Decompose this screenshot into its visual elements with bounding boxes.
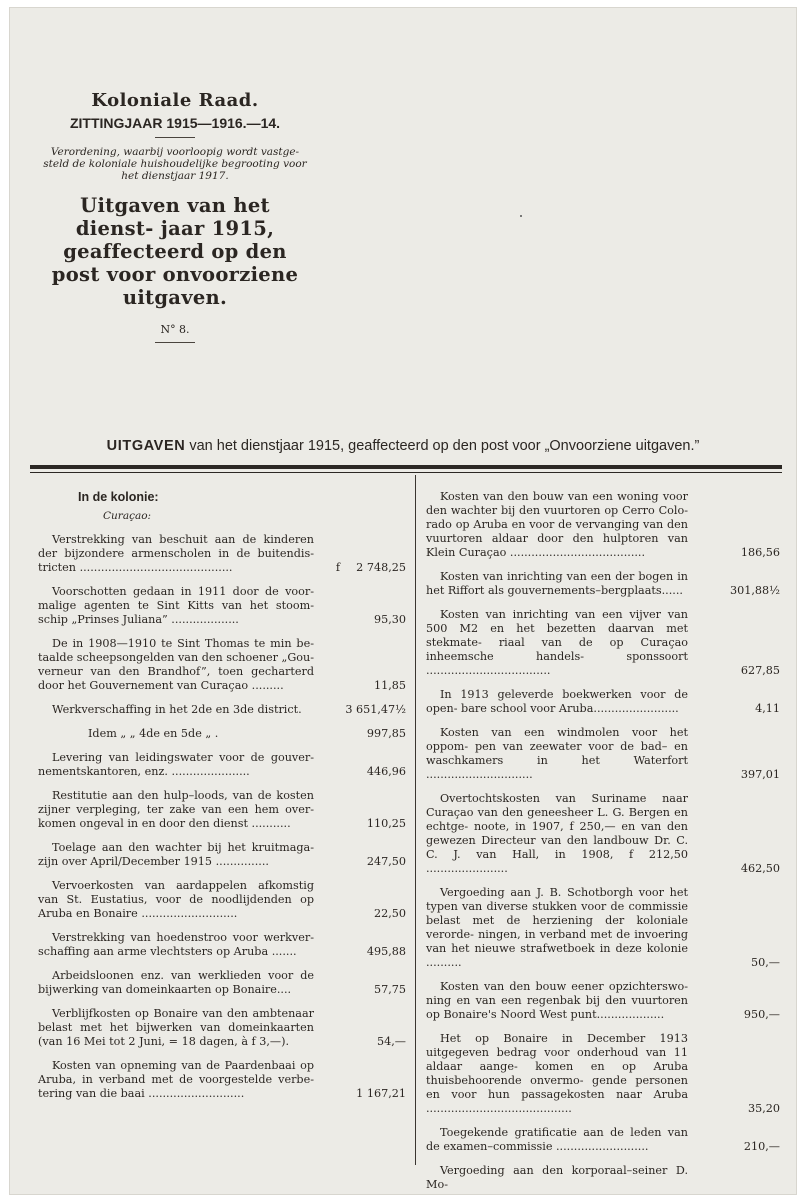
entry-text: Restitutie aan den hulp–loods, van de kosten zijner verpleging, ter zake van een hem over- komen ongeval in en door den dienst ........... xyxy=(38,789,314,830)
expense-entry xyxy=(38,1007,406,1049)
entry-text: Toegekende gratificatie aan de leden van de examen–commissie .......................... xyxy=(426,1126,688,1153)
left-column xyxy=(38,490,406,1101)
entry-text: Overtochtskosten van Suriname naar Curaçao van den geneesheer L. G. Bergen en echtge- noote, in 1907, f 250,— en van den gewezen Directeur van den landbouw Dr. C. C. J. van Hall, in 1908, f 212,50 ....................... xyxy=(426,792,688,875)
entry-text: Kosten van inrichting van een vijver van 500 M2 en het bezetten daarvan met stekmate- riaal van de op Curaçao inheemsche handels- sponssoort ................................... xyxy=(426,608,688,677)
entry-text: Werkverschaffing in het 2de en 3de district. xyxy=(52,703,302,716)
entry-amount: 446,96 xyxy=(366,765,406,778)
header-divider xyxy=(155,137,195,138)
entry-text: Verstrekking van beschuit aan de kinderen der bijzondere armenscholen in de buitendis- tricten ........................................... xyxy=(38,533,314,574)
entry-amount: 997,85 xyxy=(366,727,406,740)
entry-amount: 627,85 xyxy=(740,664,780,677)
section-heading: In de kolonie: xyxy=(78,490,159,504)
entry-text: Vervoerkosten van aardappelen afkomstig van St. Eustatius, voor de noodlijdenden op Aruba en Bonaire ........................... xyxy=(38,879,314,920)
entry-amount: 397,01 xyxy=(740,768,780,781)
entry-amount: 495,88 xyxy=(366,945,406,958)
entry-amount: 210,— xyxy=(743,1140,780,1153)
entry-text: Toelage aan den wachter bij het kruitmaga- zijn over April/December 1915 ............... xyxy=(38,841,314,868)
column-divider xyxy=(415,475,416,1165)
entry-amount: 3 651,47½ xyxy=(345,703,406,716)
expense-entry xyxy=(426,688,780,716)
entry-amount: 4,11 xyxy=(755,702,780,715)
expense-entry xyxy=(38,703,406,717)
number-divider xyxy=(155,342,195,343)
entry-text: In 1913 geleverde boekwerken voor de open- bare school voor Aruba........................ xyxy=(426,688,688,715)
expense-entry xyxy=(426,570,780,598)
entry-text: Levering van leidingswater voor de gouver- nementskantoren, enz. ...................... xyxy=(38,751,314,778)
expense-entry xyxy=(426,726,780,782)
entry-text: Kosten van opneming van de Paardenbaai op Aruba, in verband met de voorgestelde verbe- tering van die baai ........................... xyxy=(38,1059,314,1100)
entry-amount: 95,30 xyxy=(373,613,406,626)
entry-text: Verblijfkosten op Bonaire van den ambtenaar belast met het bijwerken van domeinkaarten (van 16 Mei tot 2 Juni, = 18 dagen, à f 3,—). xyxy=(38,1007,314,1048)
expense-entry xyxy=(426,1164,780,1192)
document-header xyxy=(40,90,310,349)
entry-amount: 247,50 xyxy=(366,855,406,868)
expense-entry xyxy=(38,879,406,921)
entry-amount: 57,75 xyxy=(373,983,406,996)
expense-entry xyxy=(426,792,780,876)
expense-entry xyxy=(426,490,780,560)
expense-entry xyxy=(38,969,406,997)
table-rule-thick xyxy=(30,465,782,469)
expense-entry xyxy=(38,931,406,959)
entry-text: Kosten van inrichting van een der bogen in het Riffort als gouvernements–bergplaats...... xyxy=(426,570,688,597)
expense-entry xyxy=(426,1126,780,1154)
council-title: Koloniale Raad. xyxy=(91,90,259,111)
entry-amount: 462,50 xyxy=(740,862,780,875)
expense-entry xyxy=(426,886,780,970)
entry-text: Idem „ „ 4de en 5de „ . xyxy=(88,727,219,740)
document-page xyxy=(10,8,796,1194)
table-title-rest: van het dienstjaar 1915, geaffecteerd op den post voor „Onvoorziene uitgaven.” xyxy=(189,438,700,454)
entry-text: Vergoeding aan J. B. Schotborgh voor het typen van diverse stukken voor de commissie belast met de herziening der koloniale verorde- ningen, in verband met de invoering van het nieuwe strafwetboek in deze kolonie .......... xyxy=(426,886,688,969)
entry-amount: 35,20 xyxy=(747,1102,780,1115)
expense-entry xyxy=(426,608,780,678)
expense-entry xyxy=(38,1059,406,1101)
entry-text: Vergoeding aan den korporaal–seiner D. Mo- xyxy=(426,1164,688,1191)
entry-amount: 22,50 xyxy=(373,907,406,920)
expense-entry xyxy=(38,841,406,869)
entry-text: De in 1908—1910 te Sint Thomas te min be- taalde scheepsongelden van den schoener „Gou- verneur van den Brandhof”, toen gecharterd door het Gouvernement van Curaçao ......... xyxy=(38,637,315,692)
table-title-caps: UITGAVEN xyxy=(106,438,186,454)
expense-entry xyxy=(38,637,406,693)
paper-speck xyxy=(520,215,522,217)
document-number: N° 8. xyxy=(160,323,190,336)
entry-text: Kosten van een windmolen voor het oppom- pen van zeewater voor de bad– en waschkamers in het Waterfort .............................. xyxy=(426,726,688,781)
expense-entry xyxy=(38,789,406,831)
table-title xyxy=(30,438,776,454)
expense-entry xyxy=(426,1032,780,1116)
table-rule-thin xyxy=(30,472,782,473)
entry-amount: 2 748,25 xyxy=(356,561,406,574)
entry-amount: 186,56 xyxy=(740,546,780,559)
entry-text: Kosten van den bouw van een woning voor den wachter bij den vuurtoren op Cerro Colo- rado op Aruba en voor de vervanging van den vuurtoren aldaar door den hulptoren van Klein Curaçao ...................................... xyxy=(426,490,688,559)
entry-amount: 50,— xyxy=(751,956,780,969)
ordinance-description: Verordening, waarbij voorloopig wordt vastge- steld de koloniale huishoudelijke begrooting voor het dienstjaar 1917. xyxy=(43,146,307,182)
entry-text: Verstrekking van hoedenstroo voor werkver- schaffing aan arme vlechtsters op Aruba ....... xyxy=(38,931,314,958)
session-line: ZITTINGJAAR 1915—1916.—14. xyxy=(69,115,281,131)
expense-entry xyxy=(38,585,406,627)
expense-entry xyxy=(38,727,406,741)
entry-text: Kosten van den bouw eener opzichterswo- ning en van een regenbak bij den vuurtoren op Bonaire's Noord West punt................... xyxy=(426,980,688,1021)
right-column xyxy=(426,490,780,1192)
entry-amount: 301,88½ xyxy=(730,584,780,597)
entry-amount: 110,25 xyxy=(366,817,406,830)
expense-entry xyxy=(426,980,780,1022)
document-main-title: Uitgaven van het dienst- jaar 1915, geaffecteerd op den post voor onvoorziene uitgaven. xyxy=(51,194,299,309)
entry-text: Het op Bonaire in December 1913 uitgegeven bedrag voor onderhoud van 11 aldaar aange- komen en op Aruba thuisbehoorende onvermo- gende personen en voor hun passagekosten naar Aruba ......................................... xyxy=(426,1032,688,1115)
entry-amount: 11,85 xyxy=(373,679,406,692)
expense-entry xyxy=(38,751,406,779)
entry-amount: 54,— xyxy=(377,1035,406,1048)
entry-amount: 950,— xyxy=(743,1008,780,1021)
expense-entry xyxy=(38,533,406,575)
entry-currency: f xyxy=(335,561,340,574)
entry-text: Voorschotten gedaan in 1911 door de voor- malige agenten te Sint Kitts van het stoom- schip „Prinses Juliana” ................... xyxy=(38,585,314,626)
subsection-heading: Curaçao: xyxy=(103,510,152,522)
entry-text: Arbeidsloonen enz. van werklieden voor de bijwerking van domeinkaarten op Bonaire.... xyxy=(38,969,314,996)
entry-amount: 1 167,21 xyxy=(356,1087,406,1100)
